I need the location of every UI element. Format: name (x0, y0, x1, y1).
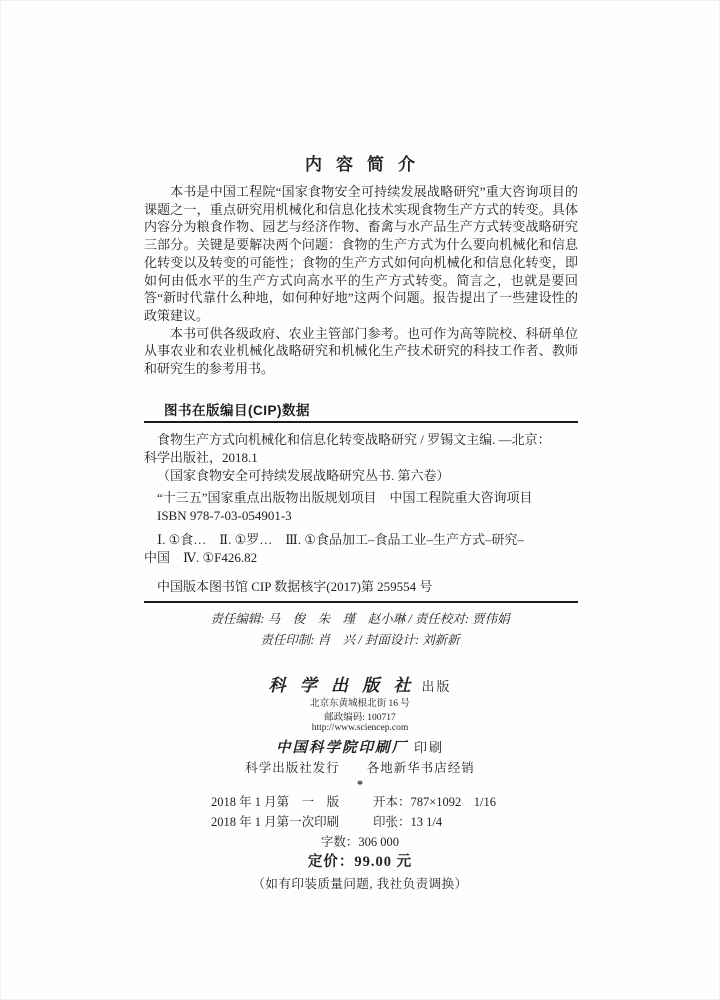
edition-line (0, 792, 720, 810)
credits-editors: 责任编辑: 马 俊 朱 瑾 赵小琳 / 责任校对: 贾伟娟 (210, 612, 510, 626)
cip-bottom-rule (144, 601, 578, 603)
credits (0, 609, 720, 650)
credits-print-design: 责任印制: 肖 兴 / 封面设计: 刘新新 (260, 632, 460, 647)
cip-title-line: 食物生产方式向机械化和信息化转变战略研究 / 罗锡文主编. —北京： (157, 432, 551, 447)
cip-registry-number: 中国版本图书馆 CIP 数据核字(2017)第 259554 号 (157, 579, 433, 594)
cip-isbn: ISBN 978-7-03-054901-3 (157, 508, 292, 523)
divider-asterisk: * (357, 777, 363, 791)
cip-section (144, 431, 578, 596)
publisher-name: 科 学 出 版 社 (268, 676, 416, 695)
publisher-postcode: 邮政编码: 100717 (324, 713, 396, 723)
cip-classification-line-1: Ⅰ. ①食… Ⅱ. ①罗… Ⅲ. ①食品加工–食品工业–生产方式–研究– (157, 532, 524, 547)
cip-series-line: （国家食物安全可持续发展战略研究丛书. 第六卷） (157, 468, 450, 483)
edition-date: 2018 年 1 月第 一 版 (211, 795, 340, 809)
word-count: 字数：306 000 (320, 835, 400, 849)
intro-title: 内容简介 (305, 155, 429, 174)
printing-line (0, 812, 720, 830)
intro-paragraph-2: 本书可供各级政府、农业主管部门参考。也可作为高等院校、科研单位从事农业和农业机械化战略研究和机械化生产技术研究的科技工作者、教师和研究生的参考用书。 (144, 325, 578, 377)
printer-role-label: 印刷 (413, 740, 444, 755)
cip-heading: 图书在版编目(CIP)数据 (164, 403, 310, 418)
intro-paragraph-1: 本书是中国工程院“国家食物安全可持续发展战略研究”重大咨询项目的课题之一，重点研究用机械化和信息化技术实现食物生产方式的转变。具体内容分为粮食作物、园艺与经济作物、畜禽与水产品生产方式转变战略研究三部分。关键是要解决两个问题：食物的生产方式为什么要向机械化和信息化转变以及转变的可能性；食物的生产方式如何向机械化和信息化转变，即如何由低水平的生产方式向高水平的生产方式转变。简言之，也就是要回答“新时代靠什么种地，如何种好地”这两个问题。报告提出了一些建设性的政策建议。 (144, 184, 578, 323)
cip-publisher-line: 科学出版社，2018.1 (144, 450, 258, 465)
publisher-website: http://www.sciencep.com (311, 723, 409, 733)
quality-note: （如有印装质量问题, 我社负责调换） (252, 877, 468, 891)
sheets-spec: 印张：13 1/4 (373, 815, 443, 829)
publisher-line (0, 671, 720, 696)
publisher-address: 北京东黄城根北街 16 号 (310, 699, 410, 709)
intro-body (144, 183, 578, 378)
printer-line (0, 736, 720, 757)
format-spec: 开本：787×1092 1/16 (373, 795, 497, 809)
cip-top-rule (144, 421, 578, 423)
printer-name: 中国科学院印刷厂 (275, 740, 408, 756)
publisher-role-label: 出版 (421, 679, 452, 694)
printing-date: 2018 年 1 月第一次印刷 (211, 815, 340, 829)
cip-project-line: “十三五”国家重点出版物出版规划项目 中国工程院重大咨询项目 (157, 490, 533, 505)
distribution-line: 科学出版社发行 各地新华书店经销 (245, 761, 475, 775)
cip-classification-line-2: 中国 Ⅳ. ①F426.82 (144, 550, 258, 565)
price: 定价：99.00 元 (307, 854, 413, 870)
